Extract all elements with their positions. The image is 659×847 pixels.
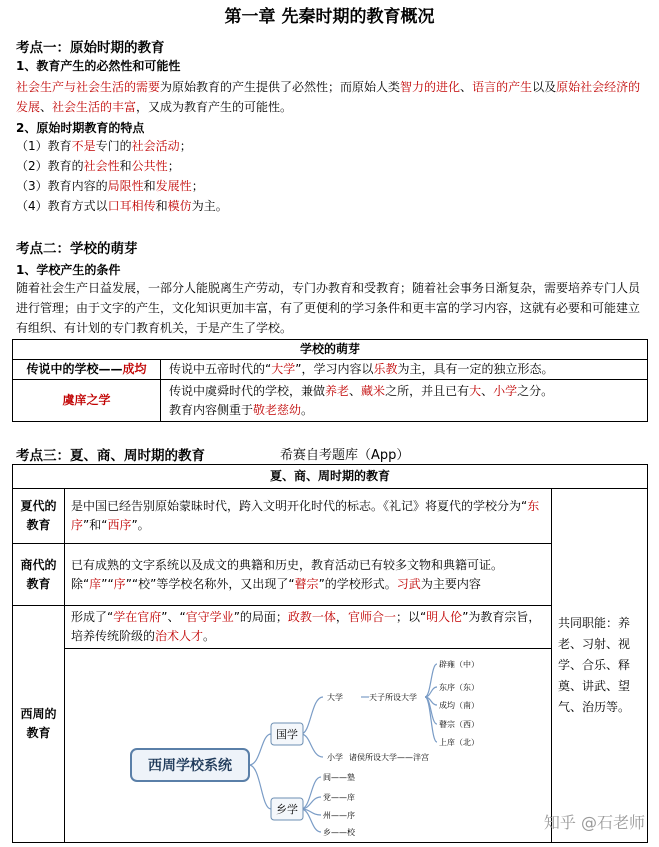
watermark: 知乎 @石老师 [543, 813, 645, 832]
zhou-text: 形成了“学在官府”、“官守学业”的局面；政教一体，官师合一；以“明人伦”为教育宗旨，培养传统阶级的治术人才。 [71, 610, 541, 643]
feature-list [16, 136, 644, 216]
shang-text: 已有成熟的文字系统以及成文的典籍和历史，教育活动已有较多文物和典籍可证。除“庠”“序”“校”等学校名称外，又出现了“瞽宗”的学校形式。习武为主要内容 [65, 544, 552, 606]
mindmap-xiang-item: 党——庠 [323, 793, 355, 802]
common-function: 共同职能：养老、习射、视学、合乐、释奠、讲武、望气、治历等。 [552, 489, 648, 843]
school-origin-table-title: 学校的萌芽 [13, 340, 648, 360]
section1-sub1: 1、教育产生的必然性和可能性 [16, 59, 181, 73]
xia-text: 是中国已经告别原始蒙昧时代，跨入文明开化时代的标志。《礼记》将夏代的学校分为“东序”和“西序”。 [65, 489, 552, 544]
mindmap-daxue: 大学 [327, 693, 343, 702]
mindmap-xiang-item: 闾——塾 [323, 773, 355, 782]
section1-heading: 考点一：原始时期的教育 [16, 40, 165, 56]
mindmap-root: 西周学校系统 [148, 758, 232, 774]
xia-shang-zhou-table [12, 464, 648, 843]
section1-sub2: 2、原始时期教育的特点 [16, 121, 145, 135]
mindmap-daxue-item: 瞽宗（西） [439, 720, 479, 729]
section1-sub1-body: 社会生产与社会生活的需要为原始教育的产生提供了必然性；而原始人类智力的进化、语言的产生以及原始社会经济的发展、社会生活的丰富，又成为教育产生的可能性。 [16, 80, 641, 114]
mindmap-daxue-item: 上庠（北） [439, 738, 479, 747]
app-note: 希赛自考题库（App） [280, 448, 410, 463]
feature-item: （2）教育的社会性和公共性； [16, 159, 180, 173]
row-text-chengjun: 传说中五帝时代的“大学”，学习内容以乐教为主，具有一定的独立形态。 [161, 360, 648, 380]
mindmap-daxue-item: 辟雍（中） [439, 660, 479, 669]
feature-item: （4）教育方式以口耳相传和模仿为主。 [16, 199, 228, 213]
zhou-cell [65, 606, 552, 843]
school-origin-table [12, 339, 648, 422]
xia-label: 夏代的教育 [13, 489, 65, 544]
section2-body: 随着社会生产日益发展，一部分人能脱离生产劳动，专门办教育和受教育；随着社会事务日渐复杂，需要培养专门人员进行管理；由于文字的产生，文化知识更加丰富，有了更便利的学习条件和更丰富的学习内容，这就有必要和可能建立有组织、有计划的专门教育机关，于是产生了学校。 [16, 281, 641, 335]
mindmap-guoxue: 国学 [276, 728, 298, 741]
mindmap-xiangxue: 乡学 [276, 803, 298, 816]
mindmap-daxue-note: 天子所设大学 [369, 693, 417, 702]
mindmap-daxue-item: 成均（南） [439, 701, 479, 710]
mindmap-xiaoxue: 小学 [327, 753, 343, 762]
section3-heading: 考点三：夏、商、周时期的教育 [16, 448, 205, 464]
mindmap-daxue-item: 东序（东） [439, 683, 479, 692]
zhou-school-mindmap [65, 649, 551, 841]
chapter-title: 第一章 先秦时期的教育概况 [224, 7, 435, 27]
mindmap-xiaoxue-note: 诸侯所设大学——泮宫 [349, 753, 429, 762]
zhou-mindmap-wrap [65, 648, 551, 842]
row-label-chengjun: 传说中的学校——成均 [13, 360, 161, 380]
feature-item: （3）教育内容的局限性和发展性； [16, 179, 204, 193]
section2-sub1: 1、学校产生的条件 [16, 263, 121, 277]
row-label-yuxiang: 虞庠之学 [13, 380, 161, 422]
zhou-label: 西周的教育 [13, 606, 65, 843]
xsz-table-title: 夏、商、周时期的教育 [13, 465, 648, 489]
mindmap-xiang-item: 乡——校 [323, 828, 355, 837]
shang-label: 商代的教育 [13, 544, 65, 606]
mindmap-xiang-item: 州——序 [323, 811, 355, 820]
feature-item: （1）教育不是专门的社会活动； [16, 139, 192, 153]
row-text-yuxiang: 传说中虞舜时代的学校，兼做养老、藏米之所，并且已有大、小学之分。 教育内容侧重于敬老慈幼。 [161, 380, 648, 422]
section2-heading: 考点二：学校的萌芽 [16, 241, 138, 257]
